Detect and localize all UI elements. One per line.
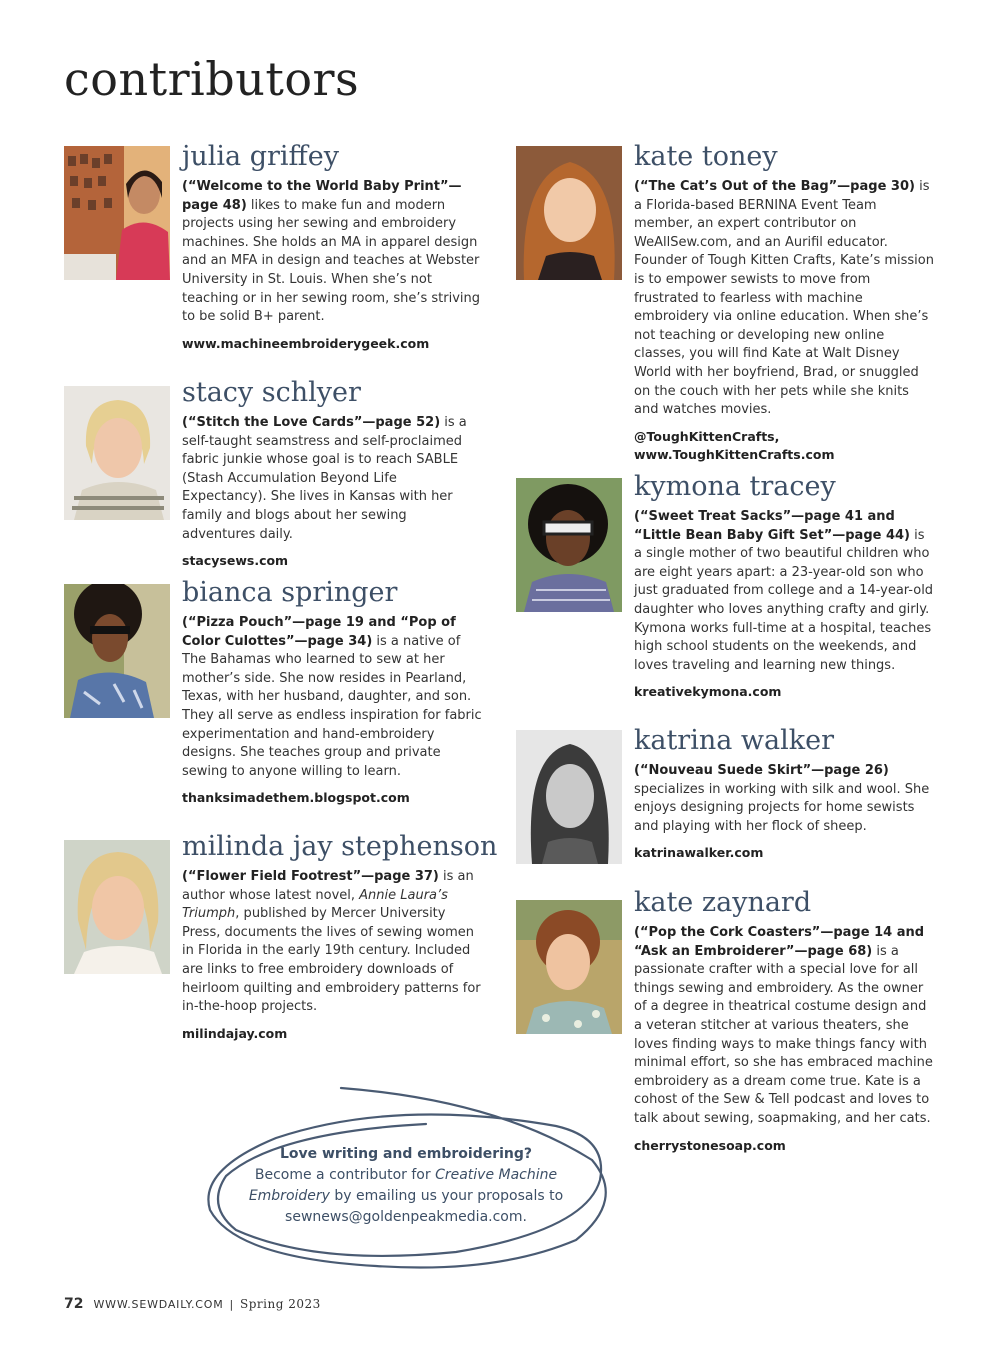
footer-separator: | bbox=[229, 1298, 235, 1311]
contributor-name: kate toney bbox=[634, 141, 778, 172]
contributor-bio bbox=[634, 508, 934, 675]
bio-text: is a passionate crafter with a special love for all things sewing and embroidery. As the owner of a degree in theatrical costume design and a veteran stitcher at various theaters, she loves finding ways to make things fancy with minimal effort, so she has embraced machine embroidery as a dream come true. Kate is a cohost of the Sew & Tell podcast and loves to talk about sewing, soapmaking, and her cats. bbox=[634, 943, 933, 1126]
bianca-springer-photo bbox=[64, 584, 170, 718]
bio-text: is a single mother of two beautiful children who are eight years apart: a 23-year-old son who just graduated from college and a 14-year-old daughter who loves anything crafty and girly. Kymona works full-time at a hospital, teaches high school students on the weekends, and loves traveling and learning new things. bbox=[634, 527, 934, 673]
bio-text: likes to make fun and modern projects using her sewing and embroidery machines. She holds an MA in apparel design and an MFA in design and teaches at Webster University in St. Louis. When she’s not teaching or in her sewing room, she’s striving to be solid B+ parent. bbox=[182, 197, 481, 325]
magazine-title: Creative Machine Embroidery bbox=[248, 1167, 558, 1204]
bio-text: is a Florida-based BERNINA Event Team member, an expert contributor on WeAllSew.com, and an Aurifil educator. Founder of Tough Kitten Crafts, Kate’s mission is to empower sewists to move from frustrated to fearless with machine embroidery via online education. When she’s not teaching or developing new online classes, you will find Kate at Walt Disney World with her boyfriend, Brad, or snuggled on the couch with her pets while she knits and watches movies. bbox=[634, 179, 934, 418]
stacy-schlyer-photo bbox=[64, 386, 170, 520]
novel-title: Annie Laura’s Triumph bbox=[182, 887, 448, 922]
contributor-link[interactable]: cherrystonesoap.com bbox=[634, 1137, 786, 1153]
contributor-bio bbox=[634, 924, 934, 1129]
project-credit: (“Pizza Pouch”—page 19 and “Pop of Color Culottes”—page 34) bbox=[182, 615, 456, 649]
contributor-milinda-jay-stephenson bbox=[182, 830, 497, 1043]
contributor-katrina-walker bbox=[634, 724, 934, 862]
kymona-tracey-photo bbox=[516, 478, 622, 612]
website-link[interactable]: www.ToughKittenCrafts.com bbox=[634, 446, 835, 462]
callout-text bbox=[226, 1144, 586, 1228]
project-credit: (“The Cat’s Out of the Bag”—page 30) bbox=[634, 179, 915, 194]
contributor-bianca-springer bbox=[182, 576, 482, 807]
contributor-bio bbox=[182, 614, 482, 781]
footer-site[interactable]: WWW.SEWDAILY.COM bbox=[93, 1298, 224, 1311]
contributor-name: julia griffey bbox=[182, 141, 339, 172]
contributor-name: bianca springer bbox=[182, 577, 398, 608]
bio-text: is a native of The Bahamas who learned to sew at her mother’s side. She now resides in Pearland, Texas, with her husband, daughter, and son. They all serve as endless inspiration for fabric experimentation and hand-embroidery designs. She teaches group and private sewing to anyone willing to learn. bbox=[182, 633, 482, 779]
julia-griffey-photo bbox=[64, 146, 170, 280]
project-credit: (“Flower Field Footrest”—page 37) bbox=[182, 869, 439, 884]
project-credit: (“Pop the Cork Coasters”—page 14 and “Ask an Embroiderer”—page 68) bbox=[634, 925, 925, 959]
contributor-bio bbox=[182, 178, 482, 327]
project-credit: (“Nouveau Suede Skirt”—page 26) bbox=[634, 763, 889, 778]
contributor-link[interactable]: thanksimadethem.blogspot.com bbox=[182, 790, 410, 806]
page-title: contributors bbox=[64, 52, 360, 106]
social-handle[interactable]: @ToughKittenCrafts, bbox=[634, 428, 780, 444]
milinda-jay-stephenson-photo bbox=[64, 840, 170, 974]
project-credit: (“Sweet Treat Sacks”—page 41 and “Little Bean Baby Gift Set”—page 44) bbox=[634, 509, 910, 543]
contributor-bio bbox=[634, 178, 934, 420]
page-number: 72 bbox=[64, 1296, 84, 1312]
contributor-kymona-tracey bbox=[634, 470, 934, 701]
callout-heading: Love writing and embroidering? bbox=[279, 1146, 533, 1162]
contributor-bio bbox=[182, 868, 482, 1017]
contributor-bio bbox=[182, 414, 482, 544]
contributor-link bbox=[634, 428, 934, 464]
contributor-kate-zaynard bbox=[634, 886, 934, 1155]
page-footer bbox=[64, 1296, 321, 1312]
contributor-link[interactable]: www.machineembroiderygeek.com bbox=[182, 335, 430, 351]
contributor-callout bbox=[196, 1080, 616, 1270]
contributor-kate-toney bbox=[634, 140, 934, 464]
contributor-link[interactable]: milindajay.com bbox=[182, 1025, 288, 1041]
contributor-link[interactable]: stacysews.com bbox=[182, 553, 289, 569]
kate-zaynard-photo bbox=[516, 900, 622, 1034]
footer-issue: Spring 2023 bbox=[240, 1297, 321, 1311]
contributor-name: kymona tracey bbox=[634, 471, 836, 502]
katrina-walker-photo bbox=[516, 730, 622, 864]
kate-toney-photo bbox=[516, 146, 622, 280]
contributor-link[interactable]: kreativekymona.com bbox=[634, 684, 782, 700]
contributor-stacy-schlyer bbox=[182, 376, 482, 570]
contributor-name: milinda jay stephenson bbox=[182, 831, 498, 862]
contributor-name: stacy schlyer bbox=[182, 377, 361, 408]
bio-text: is a self-taught seamstress and self-proclaimed fabric junkie whose goal is to reach SABLE (Stash Accumulation Beyond Life Expectancy). She lives in Kansas with her family and blogs about her sewing adventures daily. bbox=[182, 415, 467, 542]
project-credit: (“Stitch the Love Cards”—page 52) bbox=[182, 415, 441, 430]
contributor-name: katrina walker bbox=[634, 725, 835, 756]
callout-body: Become a contributor for bbox=[254, 1167, 436, 1183]
contributor-link[interactable]: katrinawalker.com bbox=[634, 845, 764, 861]
callout-body-end[interactable]: by emailing us your proposals to sewnews@goldenpeakmedia.com. bbox=[285, 1188, 564, 1225]
contributor-julia-griffey bbox=[182, 140, 482, 353]
contributor-bio bbox=[634, 762, 934, 836]
bio-text: , published by Mercer University Press, documents the lives of sewing women in Florida in the early 19th century. Included are links to free embroidery downloads of heirloom quilting and embroidery patterns for in-the-hoop projects. bbox=[182, 906, 481, 1015]
bio-text: is an author whose latest novel, bbox=[182, 869, 474, 903]
project-credit: (“Welcome to the World Baby Print”—page 48) bbox=[182, 179, 462, 213]
contributor-name: kate zaynard bbox=[634, 887, 812, 918]
bio-text: specializes in working with silk and wool. She enjoys designing projects for home sewists and playing with her flock of sheep. bbox=[634, 781, 930, 834]
